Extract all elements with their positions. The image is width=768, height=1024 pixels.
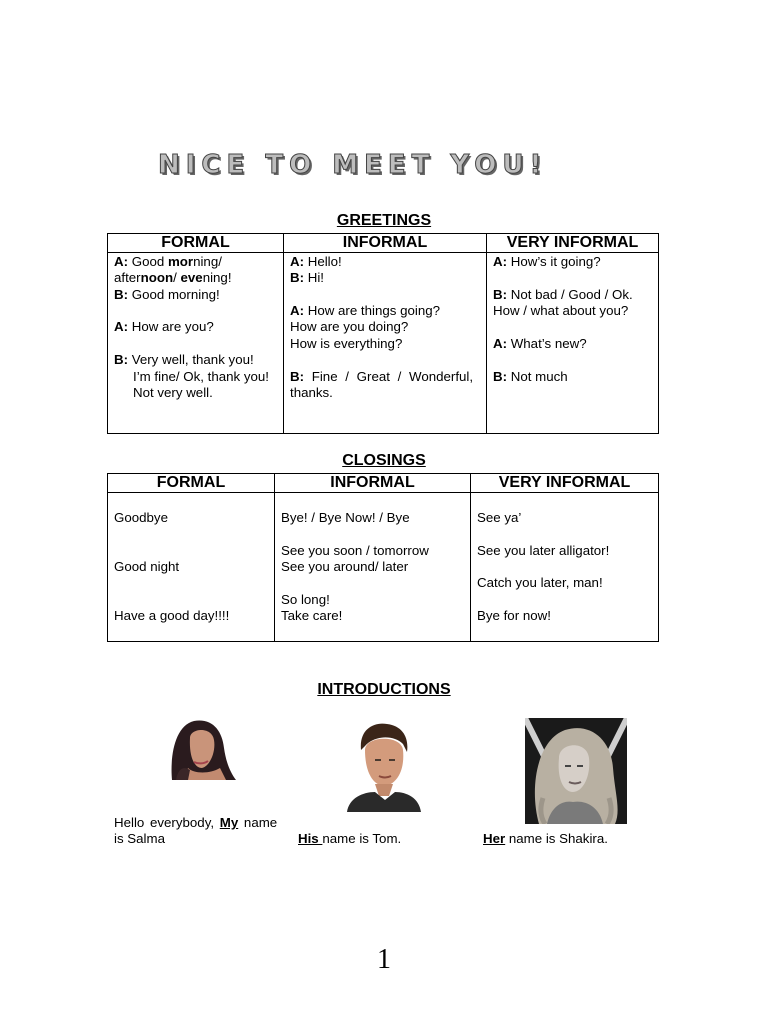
closings-col-formal: FORMAL <box>108 474 275 493</box>
closings-table <box>107 473 659 642</box>
closing-formal-item: Have a good day!!!! <box>114 608 230 623</box>
greetings-heading: GREETINGS <box>336 212 432 229</box>
closings-col-very-informal: VERY INFORMAL <box>471 474 659 493</box>
closing-informal-item: So long! <box>281 592 330 607</box>
tom-caption: His name is Tom. <box>298 831 402 846</box>
salma-caption-line1: Hello everybody, My name <box>114 815 278 830</box>
closing-formal-item: Goodbye <box>114 510 168 525</box>
closing-very-informal-item: Bye for now! <box>477 608 551 623</box>
closing-very-informal-item: See you later alligator! <box>477 543 610 558</box>
greetings-informal-cell: A: Hello! B: Hi! A: How are things going? How are you doing? How is everything? B: Fine / Great / Wonderful, thanks. <box>284 253 487 434</box>
greetings-col-formal: FORMAL <box>108 234 284 253</box>
page-title: NICE TO MEET YOU! <box>158 150 548 180</box>
closings-informal-cell <box>275 493 471 642</box>
tom-photo <box>345 720 423 812</box>
closing-informal-item: Bye! / Bye Now! / Bye <box>281 510 410 525</box>
closing-informal-item: Take care! <box>281 608 343 623</box>
shakira-photo <box>525 718 627 824</box>
closings-very-informal-cell <box>471 493 659 642</box>
closings-col-informal: INFORMAL <box>275 474 471 493</box>
closing-informal-item: See you soon / tomorrow <box>281 543 429 558</box>
closings-heading: CLOSINGS <box>342 452 426 469</box>
salma-caption-line2: is Salma <box>114 831 165 846</box>
greetings-table <box>107 233 659 434</box>
shakira-caption: Her name is Shakira. <box>483 831 608 846</box>
closing-very-informal-item: Catch you later, man! <box>477 575 603 590</box>
closings-formal-cell <box>108 493 275 642</box>
salma-photo <box>164 718 242 780</box>
closing-very-informal-item: See ya’ <box>477 510 522 525</box>
greetings-very-informal-cell: A: How’s it going? B: Not bad / Good / Ok. How / what about you? A: What’s new? B: Not much <box>487 253 659 434</box>
greetings-formal-cell: A: Good morning/ afternoon/ evening! B: Good morning! A: How are you? B: Very well, thank you! I’m fine/ Ok, thank you! Not very well. <box>108 253 284 434</box>
closing-informal-item: See you around/ later <box>281 559 409 574</box>
introductions-heading: INTRODUCTIONS <box>317 681 451 698</box>
greetings-col-very-informal: VERY INFORMAL <box>487 234 659 253</box>
greetings-col-informal: INFORMAL <box>284 234 487 253</box>
closing-formal-item: Good night <box>114 559 180 574</box>
page-number: 1 <box>377 944 391 975</box>
